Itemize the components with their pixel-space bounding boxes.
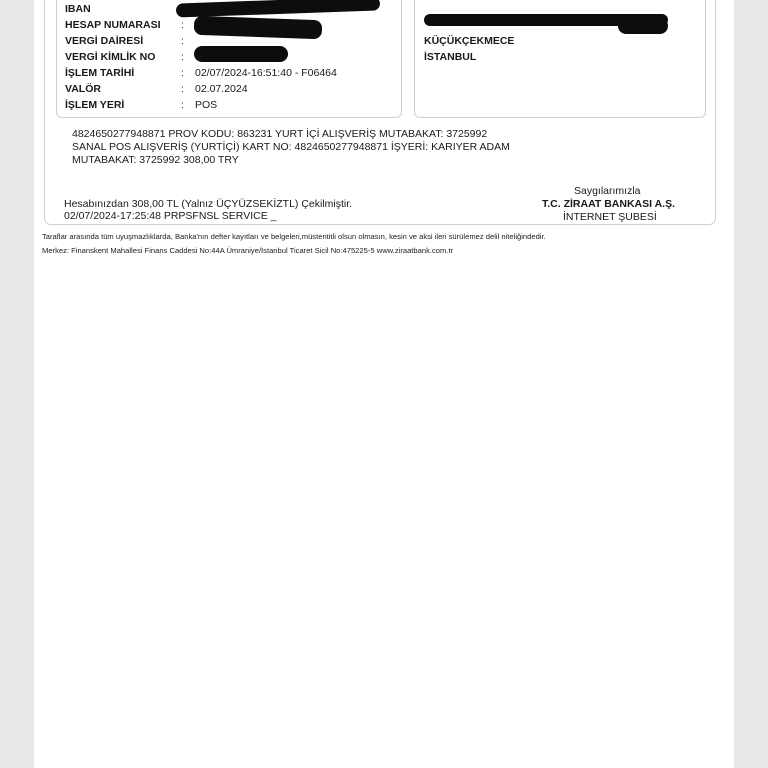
description-line-1: 4824650277948871 PROV KODU: 863231 YURT İÇİ ALIŞVERİŞ MUTABAKAT: 3725992 bbox=[72, 128, 488, 140]
redaction-mark-name-tail bbox=[618, 18, 668, 34]
colon: : bbox=[181, 51, 184, 63]
colon: : bbox=[181, 83, 184, 95]
description-line-3: MUTABAKAT: 3725992 308,00 TRY bbox=[72, 154, 239, 166]
value-date-value: 02.07.2024 bbox=[195, 83, 248, 95]
account-number-label: HESAP NUMARASI bbox=[65, 19, 161, 31]
value-date-label: VALÖR bbox=[65, 83, 101, 95]
transaction-place-label: İŞLEM YERİ bbox=[65, 99, 125, 111]
transaction-date-value: 02/07/2024-16:51:40 - F06464 bbox=[195, 67, 337, 79]
redaction-mark-tax-id bbox=[194, 46, 288, 62]
transaction-date-label: İŞLEM TARİHİ bbox=[65, 67, 135, 79]
transaction-place-value: POS bbox=[195, 99, 218, 111]
receipt-page bbox=[34, 0, 734, 768]
tax-id-label: VERGİ KİMLİK NO bbox=[65, 51, 156, 63]
address-district: KÜÇÜKÇEKMECE bbox=[424, 35, 515, 47]
signature-branch: İNTERNET ŞUBESİ bbox=[563, 211, 657, 223]
signature-greeting: Saygılarımızla bbox=[574, 185, 641, 197]
colon: : bbox=[181, 67, 184, 79]
colon: : bbox=[181, 35, 184, 47]
colon: : bbox=[181, 99, 184, 111]
summary-line-2: 02/07/2024-17:25:48 PRPSFNSL SERVICE _ bbox=[64, 210, 277, 222]
summary-line-1: Hesabınızdan 308,00 TL (Yalnız ÜÇYÜZSEKİZTL) Çekilmiştir. bbox=[64, 198, 353, 210]
address-city: İSTANBUL bbox=[424, 51, 477, 63]
iban-label: IBAN bbox=[65, 3, 91, 15]
legal-disclaimer: Taraflar arasında tüm uyuşmazlıklarda, Banka'nın defter kayıtları ve belgeleri,müstentitli olsun olmasın, kesin ve aksi ileri sürülemez delil niteliğindedir. bbox=[42, 232, 546, 241]
tax-office-label: VERGİ DAİRESİ bbox=[65, 35, 144, 47]
signature-bank-name: T.C. ZİRAAT BANKASI A.Ş. bbox=[542, 198, 675, 210]
colon: : bbox=[181, 19, 184, 31]
bank-address: Merkez: Finanskent Mahallesi Finans Caddesi No:44A Ümraniye/İstanbul Ticaret Sicil No:475225-5 www.ziraatbank.com.tr bbox=[42, 246, 454, 255]
description-line-2: SANAL POS ALIŞVERİŞ (YURTİÇİ) KART NO: 4824650277948871 İŞYERİ: KARIYER ADAM bbox=[72, 141, 510, 153]
